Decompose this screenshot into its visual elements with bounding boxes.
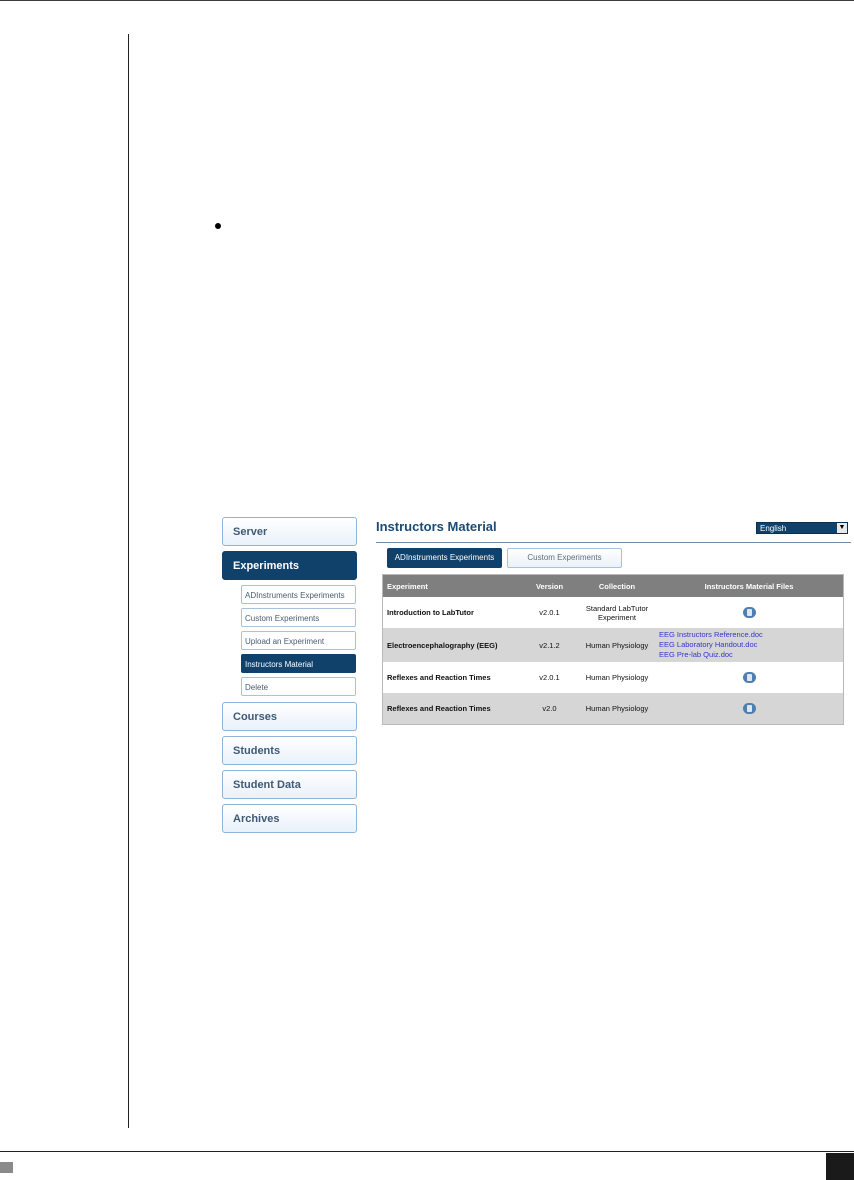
footer-marker: [0, 1162, 13, 1173]
cell-experiment: Reflexes and Reaction Times: [387, 704, 491, 713]
cell-collection: Standard LabTutor Experiment: [585, 603, 649, 622]
cell-collection: Human Physiology: [585, 704, 649, 713]
page-title: Instructors Material: [376, 519, 497, 534]
top-rule: [0, 0, 854, 1]
cell-experiment: Reflexes and Reaction Times: [387, 673, 491, 682]
document-icon[interactable]: [743, 703, 756, 714]
nav-server-button[interactable]: Server: [222, 517, 357, 546]
nav-student-data-button[interactable]: Student Data: [222, 770, 357, 799]
instructors-material-table: [382, 574, 844, 725]
cell-experiment: Introduction to LabTutor: [387, 608, 474, 617]
cell-files: [655, 630, 843, 660]
file-link-instructors-reference[interactable]: EEG Instructors Reference.doc: [659, 630, 763, 639]
chevron-down-icon[interactable]: ▼: [838, 524, 846, 531]
nav-courses-button[interactable]: Courses: [222, 702, 357, 731]
experiments-submenu: [222, 585, 358, 696]
table-row: [383, 662, 843, 693]
table-row: [383, 597, 843, 628]
sub-custom-experiments[interactable]: Custom Experiments: [241, 608, 356, 627]
cell-files: [655, 703, 843, 714]
header-collection[interactable]: Collection: [598, 581, 636, 591]
table-row: [383, 693, 843, 724]
document-icon[interactable]: [743, 607, 756, 618]
nav-experiments-button[interactable]: Experiments: [222, 551, 357, 580]
table-row: [383, 628, 843, 662]
tab-custom-experiments[interactable]: Custom Experiments: [507, 548, 622, 568]
bottom-rule: [0, 1151, 854, 1152]
title-divider: [376, 542, 851, 543]
page-number-tab: [826, 1153, 854, 1180]
header-experiment[interactable]: Experiment: [387, 581, 428, 591]
cell-files: [655, 672, 843, 683]
cell-version: v2.0: [542, 704, 557, 713]
header-files[interactable]: Instructors Material Files: [704, 581, 794, 591]
nav-archives-button[interactable]: Archives: [222, 804, 357, 833]
cell-collection: Human Physiology: [585, 640, 649, 650]
cell-version: v2.0.1: [539, 673, 560, 682]
sub-instructors-material[interactable]: Instructors Material: [241, 654, 356, 673]
header-version[interactable]: Version: [535, 581, 564, 591]
margin-rule: [128, 34, 129, 1128]
bullet-point: [215, 223, 221, 229]
sub-upload-experiment[interactable]: Upload an Experiment: [241, 631, 356, 650]
tab-adinstruments-experiments[interactable]: ADInstruments Experiments: [387, 548, 502, 568]
cell-collection: Human Physiology: [585, 673, 649, 682]
cell-experiment: Electroencephalography (EEG): [387, 640, 498, 650]
table-header: [383, 575, 843, 597]
sub-adinstruments-experiments[interactable]: ADInstruments Experiments: [241, 585, 356, 604]
cell-version: v2.1.2: [539, 640, 560, 650]
sidebar-nav: [222, 517, 358, 838]
language-select[interactable]: [756, 522, 848, 534]
nav-students-button[interactable]: Students: [222, 736, 357, 765]
file-link-pre-lab-quiz[interactable]: EEG Pre-lab Quiz.doc: [659, 650, 733, 659]
cell-version: v2.0.1: [539, 608, 560, 617]
sub-delete[interactable]: Delete: [241, 677, 356, 696]
document-icon[interactable]: [743, 672, 756, 683]
cell-files: [655, 607, 843, 618]
file-link-laboratory-handout[interactable]: EEG Laboratory Handout.doc: [659, 640, 758, 649]
language-value: English: [760, 524, 787, 533]
